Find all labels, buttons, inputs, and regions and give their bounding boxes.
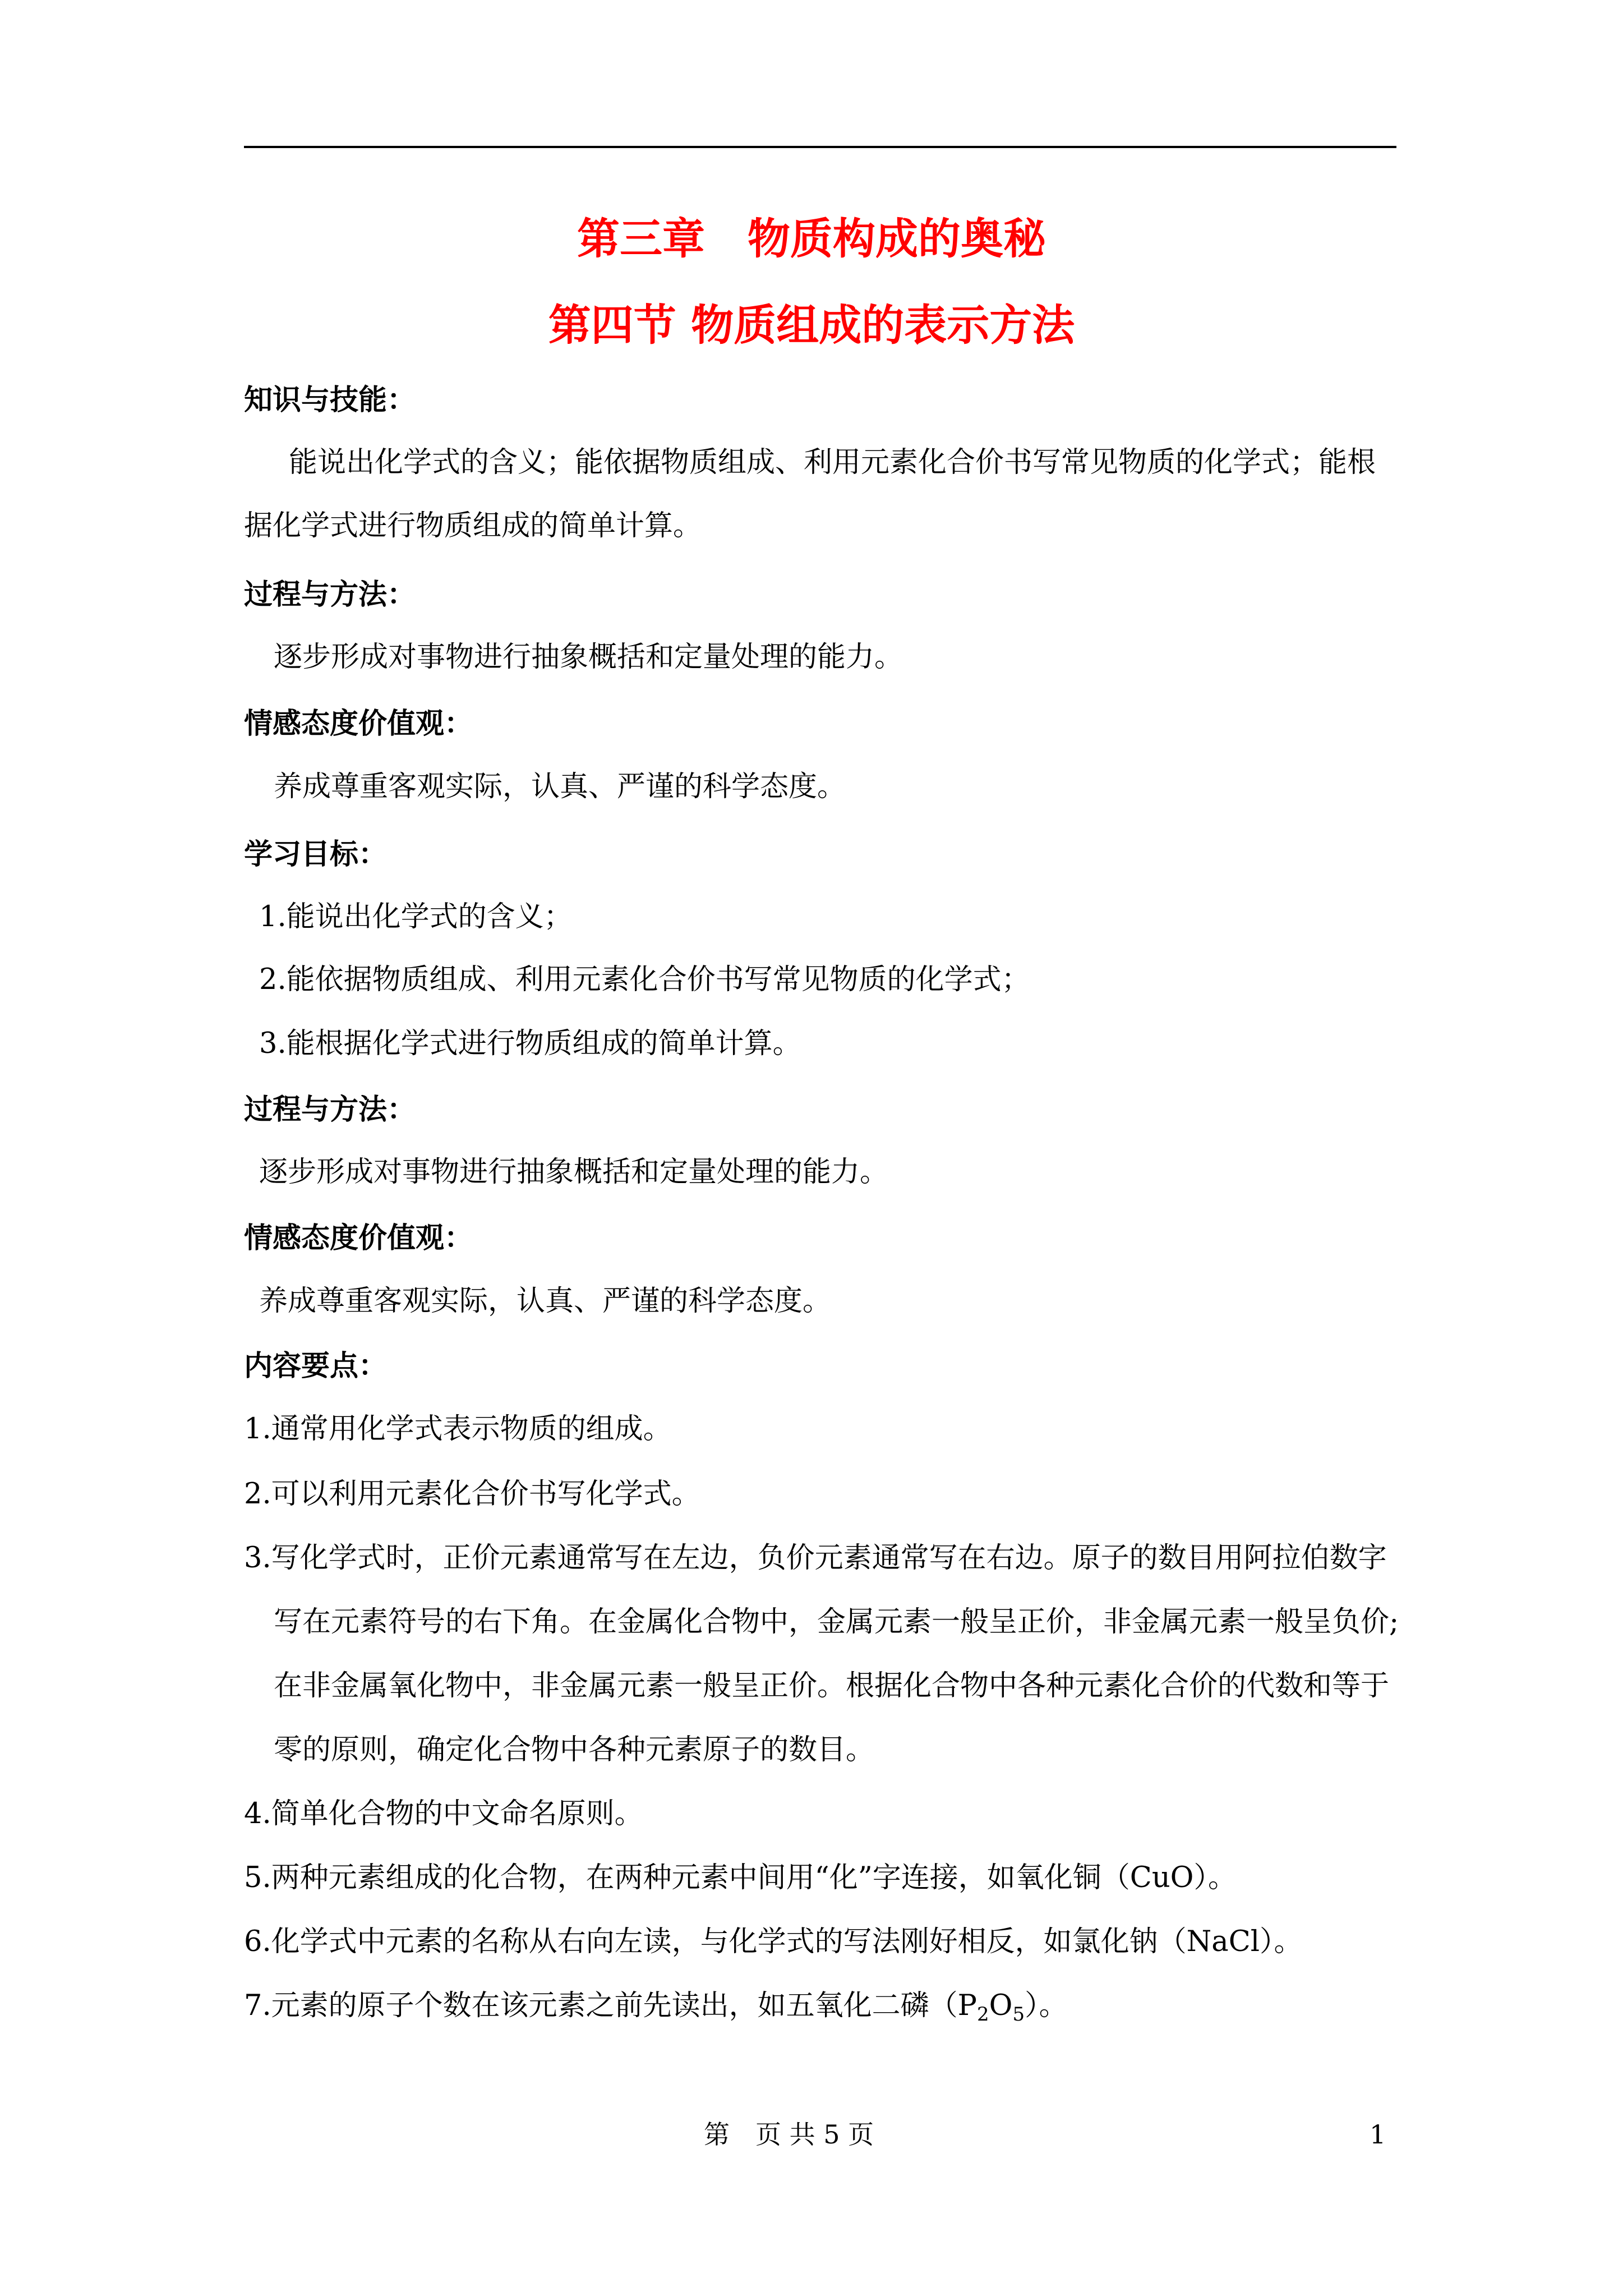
content-point-1: 1.通常用化学式表示物质的组成。 <box>244 1412 672 1446</box>
content-point-2: 2.可以利用元素化合价书写化学式。 <box>244 1478 700 1511</box>
content-point-6: 6.化学式中元素的名称从右向左读，与化学式的写法刚好相反，如氯化钠（NaCl）。 <box>244 1925 1303 1958</box>
formula-p: P <box>957 1989 977 2022</box>
process-heading-2: 过程与方法： <box>244 1093 416 1126</box>
attitude-text: 养成尊重客观实际，认真、严谨的科学态度。 <box>274 770 846 803</box>
header-rule <box>244 146 1396 148</box>
content-point-4: 4.简单化合物的中文命名原则。 <box>244 1797 643 1830</box>
attitude-text-2: 养成尊重客观实际，认真、严谨的科学态度。 <box>259 1285 832 1318</box>
formula-subscript: 5 <box>1012 2003 1025 2026</box>
attitude-heading-2: 情感态度价值观： <box>244 1221 473 1255</box>
content-heading: 内容要点： <box>244 1349 388 1383</box>
goal-item: 3.能根据化学式进行物质组成的简单计算。 <box>259 1027 801 1060</box>
formula-o: O <box>989 1989 1013 2022</box>
process-text: 逐步形成对事物进行抽象概括和定量处理的能力。 <box>274 641 903 674</box>
content-point-3-line1: 3.写化学式时，正价元素通常写在左边，负价元素通常写在右边。原子的数目用阿拉伯数字 <box>244 1542 1387 1575</box>
section-title: 第四节 物质组成的表示方法 <box>548 300 1075 350</box>
goals-heading: 学习目标： <box>244 838 388 871</box>
attitude-heading: 情感态度价值观： <box>244 707 473 740</box>
knowledge-heading: 知识与技能： <box>244 383 416 417</box>
page-number: 1 <box>1370 2119 1386 2150</box>
content-point-7 <box>244 1986 1068 2026</box>
page-label: 第 页 共 5 页 <box>704 2119 874 2150</box>
content-point-7-prefix: 7.元素的原子个数在该元素之前先读出，如五氧化二磷（ <box>244 1989 958 2022</box>
formula-subscript: 2 <box>977 2003 989 2026</box>
process-heading: 过程与方法： <box>244 578 416 611</box>
knowledge-text-line1: 能说出化学式的含义；能依据物质组成、利用元素化合价书写常见物质的化学式；能根 <box>289 446 1376 479</box>
knowledge-text-line2: 据化学式进行物质组成的简单计算。 <box>244 509 702 542</box>
content-point-3-line4: 零的原则，确定化合物中各种元素原子的数目。 <box>274 1733 875 1766</box>
content-point-3-line2: 写在元素符号的右下角。在金属化合物中，金属元素一般呈正价，非金属元素一般呈负价; <box>274 1605 1399 1639</box>
goal-item: 2.能依据物质组成、利用元素化合价书写常见物质的化学式； <box>259 963 1030 996</box>
process-text-2: 逐步形成对事物进行抽象概括和定量处理的能力。 <box>259 1156 889 1189</box>
chapter-title: 第三章 物质构成的奥秘 <box>577 214 1046 264</box>
content-point-3-line3: 在非金属氧化物中，非金属元素一般呈正价。根据化合物中各种元素化合价的代数和等于 <box>274 1669 1390 1703</box>
goal-item: 1.能说出化学式的含义； <box>259 900 573 933</box>
content-point-7-suffix: ）。 <box>1025 1989 1068 2022</box>
content-point-5: 5.两种元素组成的化合物，在两种元素中间用“化”字连接，如氧化铜（CuO）。 <box>244 1861 1237 1894</box>
